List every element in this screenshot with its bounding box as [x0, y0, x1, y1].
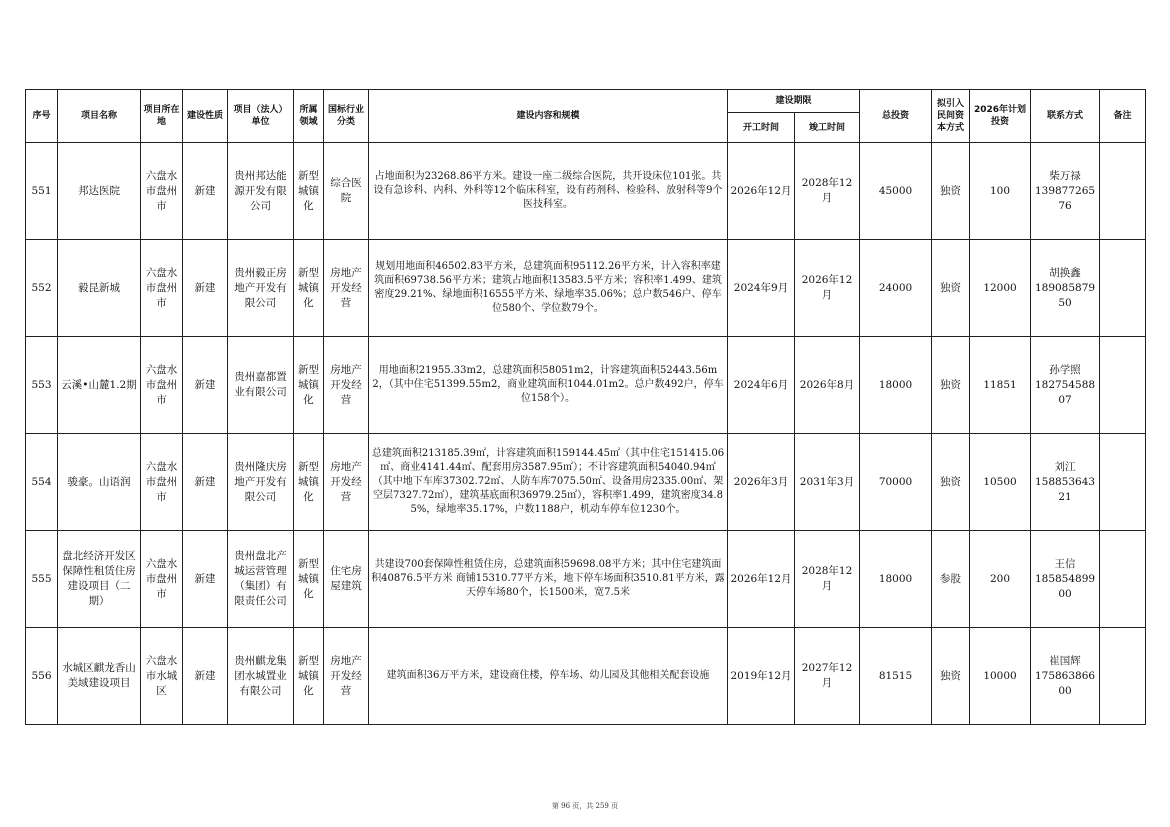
cell-nature: 新建	[183, 337, 228, 434]
contact-name: 刘江	[1054, 460, 1076, 473]
cell-nature: 新建	[183, 628, 228, 725]
page-number: 第 96 页，共 259 页	[551, 802, 619, 810]
contact-name: 胡换鑫	[1049, 266, 1081, 279]
contact-name: 柴万禄	[1049, 169, 1081, 182]
cell-industry: 房地产开发经营	[324, 337, 369, 434]
cell-capital: 独资	[932, 628, 970, 725]
cell-total: 24000	[860, 240, 932, 337]
cell-total: 18000	[860, 531, 932, 628]
cell-capital: 独资	[932, 434, 970, 531]
cell-content: 共建设700套保障性租赁住房，总建筑面积59698.08平方米；其中住宅建筑面积40876.5平方米 商铺15310.77平方米，地下停车场面积3510.81平方米，露天停车场80个，长1500米，宽7.5米	[369, 531, 728, 628]
cell-plan: 200	[970, 531, 1031, 628]
cell-capital: 参股	[932, 531, 970, 628]
cell-contact	[1031, 337, 1100, 434]
cell-field: 新型城镇化	[294, 240, 324, 337]
cell-plan: 10000	[970, 628, 1031, 725]
cell-contact	[1031, 628, 1100, 725]
cell-remark	[1100, 628, 1146, 725]
cell-name: 骏豪。山语润	[58, 434, 141, 531]
cell-end: 2026年12月	[795, 240, 860, 337]
cell-location: 六盘水市盘州市	[141, 434, 183, 531]
header-seq: 序号	[26, 90, 58, 143]
cell-industry: 房地产开发经营	[324, 434, 369, 531]
header-content: 建设内容和规模	[369, 90, 728, 143]
table-row	[26, 434, 1146, 531]
cell-contact	[1031, 531, 1100, 628]
cell-start: 2024年6月	[728, 337, 795, 434]
header-unit: 项目（法人）单位	[228, 90, 294, 143]
cell-remark	[1100, 337, 1146, 434]
cell-name: 毅昆新城	[58, 240, 141, 337]
cell-unit: 贵州邦达能源开发有限公司	[228, 143, 294, 240]
cell-contact	[1031, 240, 1100, 337]
cell-seq: 553	[26, 337, 58, 434]
header-nature: 建设性质	[183, 90, 228, 143]
cell-name: 邦达医院	[58, 143, 141, 240]
cell-content: 占地面积为23268.86平方米。建设一座二级综合医院，共开设床位101张。共设有急诊科、内科、外科等12个临床科室，设有药剂科、检验科、放射科等9个医技科室。	[369, 143, 728, 240]
contact-phone: 13987726576	[1034, 184, 1096, 212]
cell-end: 2028年12月	[795, 531, 860, 628]
cell-capital: 独资	[932, 337, 970, 434]
cell-content: 建筑面积36万平方米，建设商住楼，停车场、幼儿园及其他相关配套设施	[369, 628, 728, 725]
cell-capital: 独资	[932, 240, 970, 337]
cell-location: 六盘水市盘州市	[141, 240, 183, 337]
cell-industry: 住宅房屋建筑	[324, 531, 369, 628]
table-row	[26, 628, 1146, 725]
cell-seq: 551	[26, 143, 58, 240]
table-row	[26, 531, 1146, 628]
header-field: 所属领域	[294, 90, 324, 143]
cell-unit: 贵州毅正房地产开发有限公司	[228, 240, 294, 337]
header-location: 项目所在地	[141, 90, 183, 143]
cell-start: 2026年12月	[728, 531, 795, 628]
cell-unit: 贵州隆庆房地产开发有限公司	[228, 434, 294, 531]
cell-end: 2027年12月	[795, 628, 860, 725]
cell-name: 水城区麒龙香山美域建设项目	[58, 628, 141, 725]
cell-end: 2031年3月	[795, 434, 860, 531]
cell-seq: 556	[26, 628, 58, 725]
cell-remark	[1100, 240, 1146, 337]
cell-industry: 综合医院	[324, 143, 369, 240]
cell-unit: 贵州嘉都置业有限公司	[228, 337, 294, 434]
cell-unit: 贵州麒龙集团水城置业有限公司	[228, 628, 294, 725]
header-period: 建设期限	[728, 90, 860, 113]
cell-total: 45000	[860, 143, 932, 240]
cell-total: 81515	[860, 628, 932, 725]
contact-phone: 18585489900	[1034, 572, 1096, 600]
header-remark: 备注	[1100, 90, 1146, 143]
cell-unit: 贵州盘北产城运营管理（集团）有限责任公司	[228, 531, 294, 628]
cell-location: 六盘水市盘州市	[141, 531, 183, 628]
cell-plan: 100	[970, 143, 1031, 240]
cell-end: 2028年12月	[795, 143, 860, 240]
table-row	[26, 240, 1146, 337]
cell-total: 18000	[860, 337, 932, 434]
contact-name: 王信	[1054, 557, 1076, 570]
contact-phone: 17586386600	[1034, 669, 1096, 697]
project-table	[25, 89, 1146, 725]
header-plan: 2026年计划投资	[970, 90, 1031, 143]
cell-industry: 房地产开发经营	[324, 240, 369, 337]
page-footer	[0, 801, 1170, 811]
cell-total: 70000	[860, 434, 932, 531]
cell-contact	[1031, 143, 1100, 240]
cell-industry: 房地产开发经营	[324, 628, 369, 725]
cell-seq: 554	[26, 434, 58, 531]
cell-nature: 新建	[183, 143, 228, 240]
cell-field: 新型城镇化	[294, 531, 324, 628]
cell-nature: 新建	[183, 240, 228, 337]
cell-name: 盘北经济开发区保障性租赁住房建设项目（二期）	[58, 531, 141, 628]
header-total: 总投资	[860, 90, 932, 143]
cell-start: 2026年12月	[728, 143, 795, 240]
cell-end: 2026年8月	[795, 337, 860, 434]
cell-plan: 11851	[970, 337, 1031, 434]
cell-remark	[1100, 143, 1146, 240]
cell-contact	[1031, 434, 1100, 531]
cell-seq: 555	[26, 531, 58, 628]
cell-field: 新型城镇化	[294, 628, 324, 725]
cell-nature: 新建	[183, 531, 228, 628]
cell-location: 六盘水市水城区	[141, 628, 183, 725]
contact-phone: 18275458807	[1034, 378, 1096, 406]
header-start: 开工时间	[728, 113, 795, 143]
cell-remark	[1100, 434, 1146, 531]
header-end: 竣工时间	[795, 113, 860, 143]
header-capital: 拟引入民间资本方式	[932, 90, 970, 143]
cell-content: 用地面积21955.33m2，总建筑面积58051m2，计容建筑面积52443.56m2，（其中住宅51399.55m2，商业建筑面积1044.01m2。总户数492户，停车位158个）。	[369, 337, 728, 434]
cell-nature: 新建	[183, 434, 228, 531]
contact-name: 孙学照	[1049, 363, 1081, 376]
cell-start: 2019年12月	[728, 628, 795, 725]
table-row	[26, 337, 1146, 434]
header-contact: 联系方式	[1031, 90, 1100, 143]
cell-field: 新型城镇化	[294, 434, 324, 531]
header-name: 项目名称	[58, 90, 141, 143]
cell-capital: 独资	[932, 143, 970, 240]
cell-start: 2026年3月	[728, 434, 795, 531]
cell-plan: 12000	[970, 240, 1031, 337]
cell-name: 云溪•山麓1.2期	[58, 337, 141, 434]
cell-field: 新型城镇化	[294, 143, 324, 240]
cell-plan: 10500	[970, 434, 1031, 531]
cell-location: 六盘水市盘州市	[141, 337, 183, 434]
cell-content: 总建筑面积213185.39㎡，计容建筑面积159144.45㎡（其中住宅151415.06㎡、商业4141.44㎡、配套用房3587.95㎡）；不计容建筑面积54040.94㎡（其中地下车库37302.72㎡、人防车库7075.50㎡、设备用房2335.00㎡、架空层7327.72㎡），建筑基底面积36979.25㎡），容积率1.499，建筑密度34.85%，绿地率35.17%，户数1188户，机动车停车位1230个。	[369, 434, 728, 531]
cell-seq: 552	[26, 240, 58, 337]
cell-content: 规划用地面积46502.83平方米，总建筑面积95112.26平方米，计入容积率建筑面积69738.56平方米；建筑占地面积13583.5平方米；容积率1.499、建筑密度29.21%、绿地面积16555平方米、绿地率35.06%；总户数546户、停车位580个、学位数79个。	[369, 240, 728, 337]
contact-phone: 15885364321	[1034, 475, 1096, 503]
contact-name: 崔国辉	[1049, 654, 1081, 667]
header-industry: 国标行业分类	[324, 90, 369, 143]
table-row	[26, 143, 1146, 240]
cell-remark	[1100, 531, 1146, 628]
cell-location: 六盘水市盘州市	[141, 143, 183, 240]
cell-start: 2024年9月	[728, 240, 795, 337]
contact-phone: 18908587950	[1034, 281, 1096, 309]
cell-field: 新型城镇化	[294, 337, 324, 434]
